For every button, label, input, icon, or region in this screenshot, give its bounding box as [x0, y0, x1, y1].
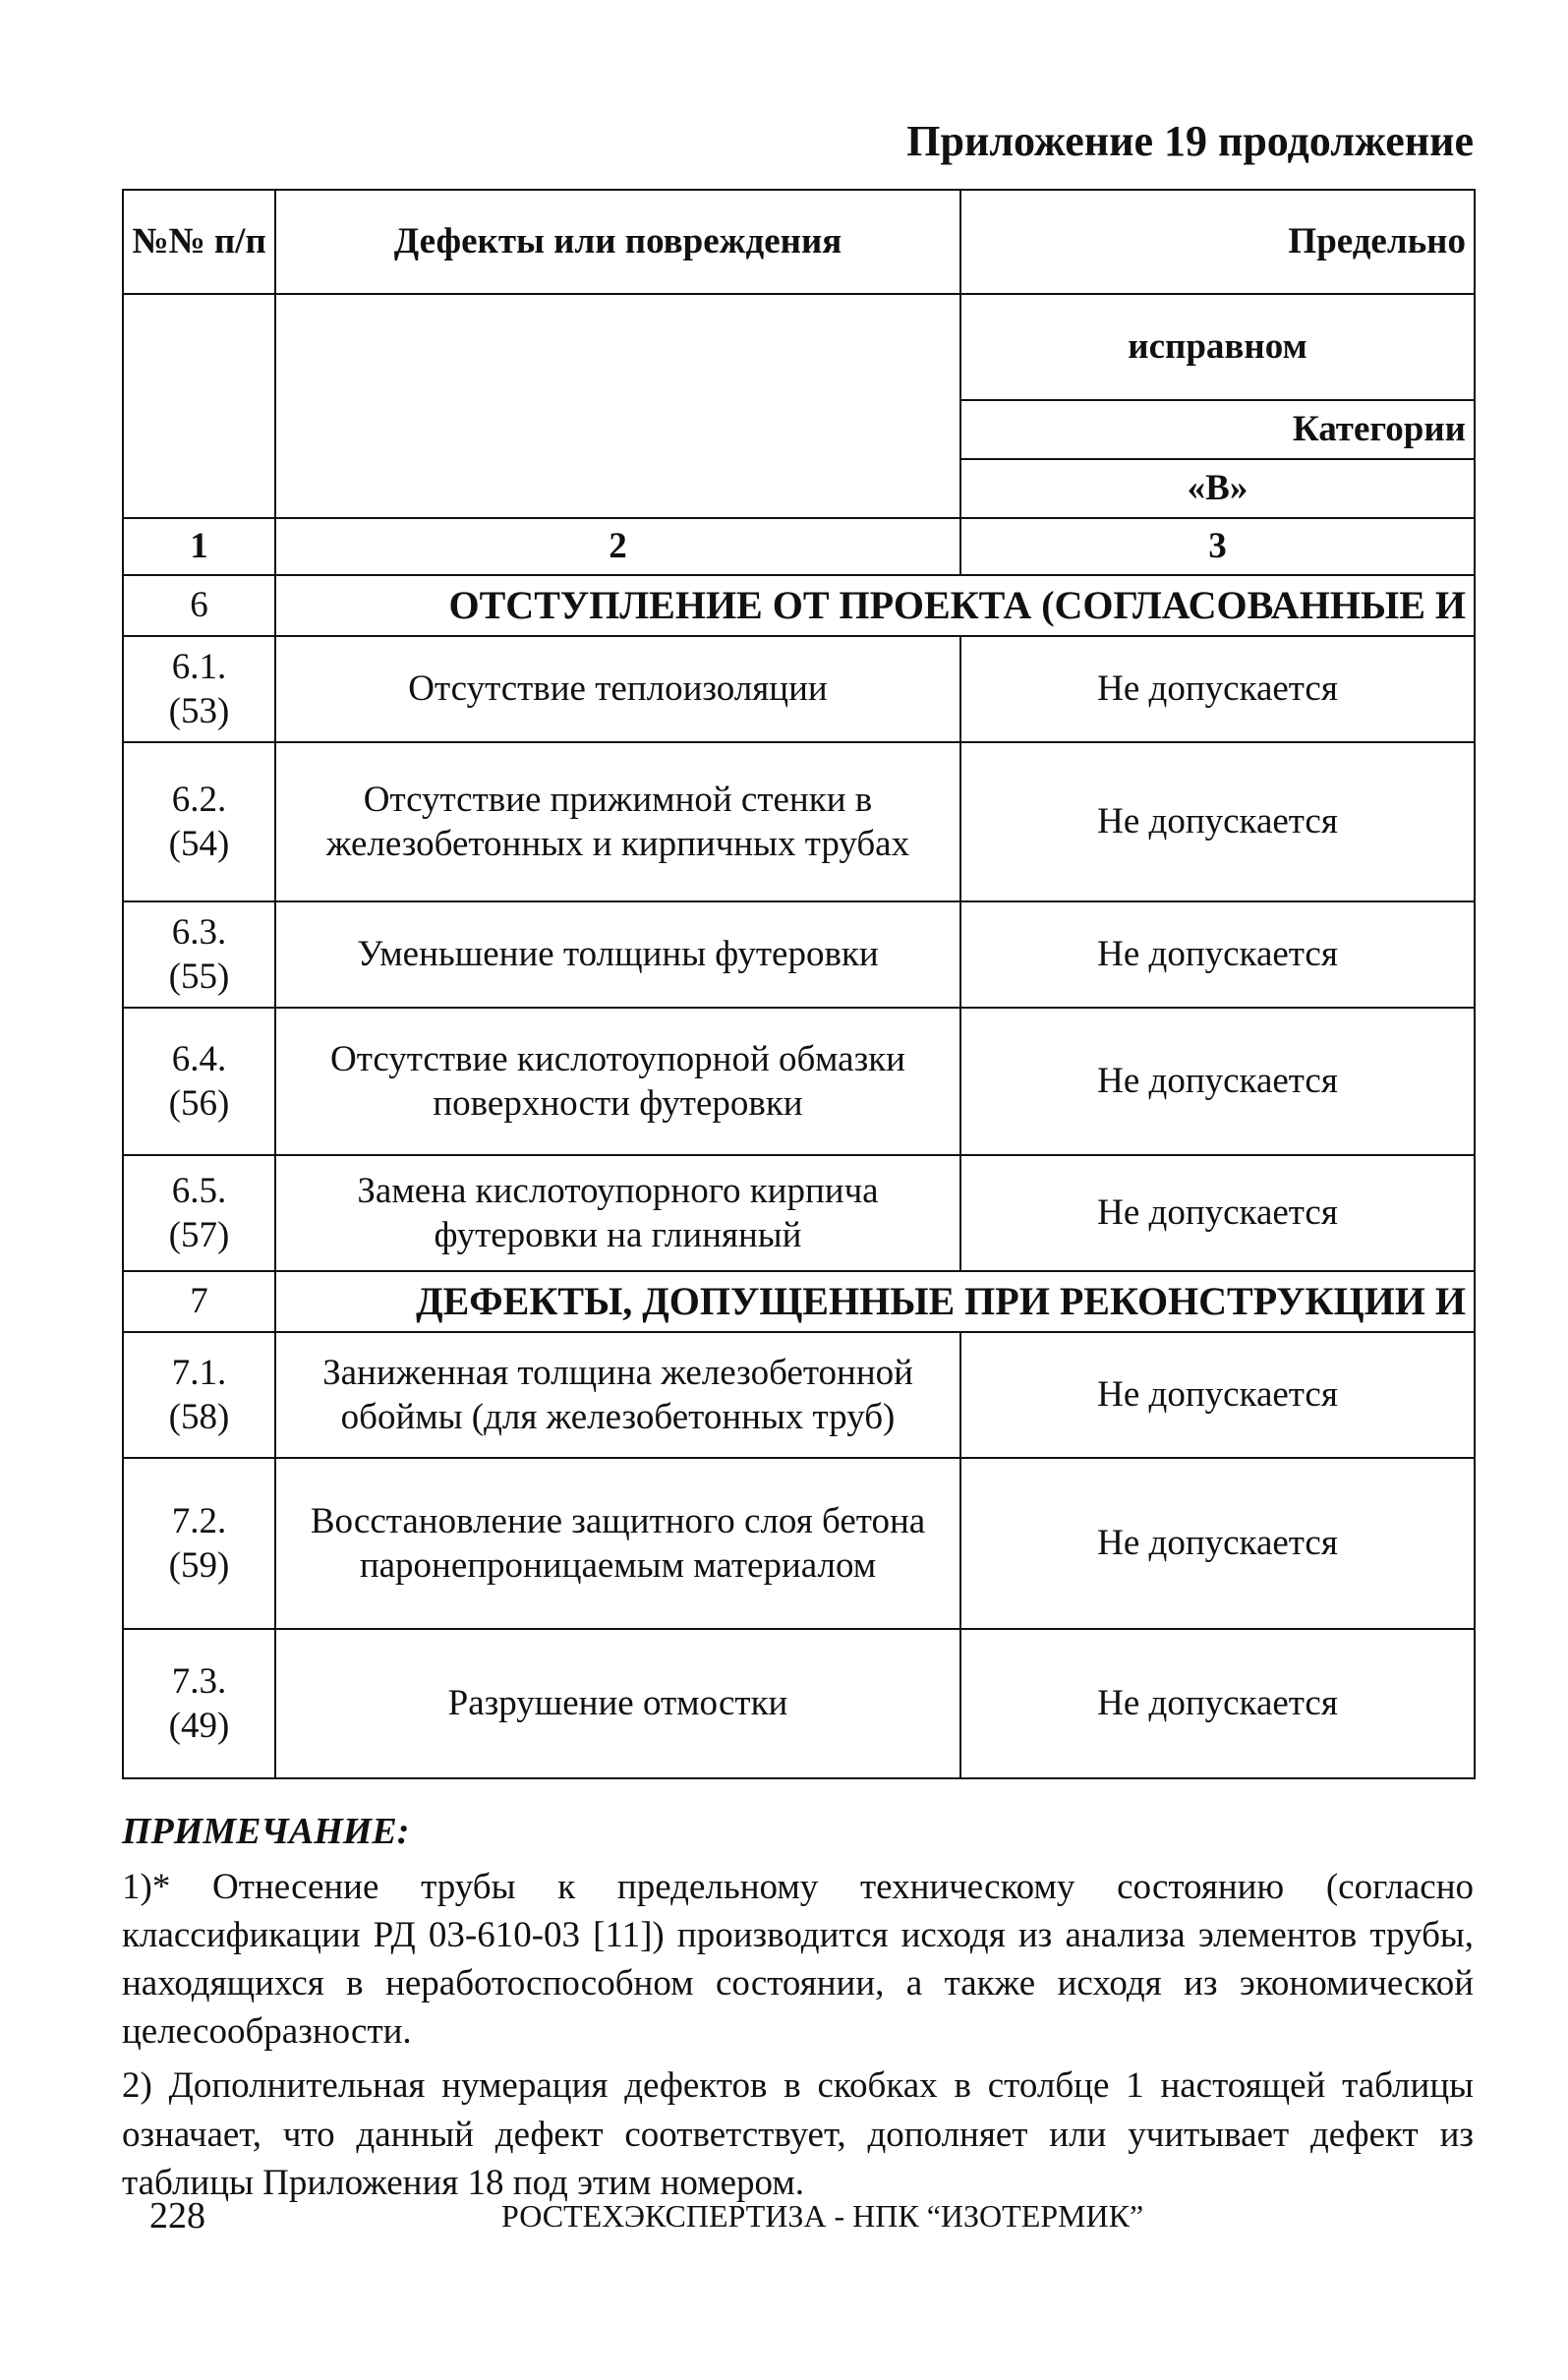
section-row — [123, 1271, 1475, 1332]
footer-publisher: РОСТЕХЭКСПЕРТИЗА - НПК “ИЗОТЕРМИК” — [501, 2198, 1144, 2234]
row-number — [123, 1155, 275, 1271]
column-numbers-row — [123, 518, 1475, 575]
row-value: Не допускается — [960, 901, 1475, 1008]
row-defect: Уменьшение толщины футеровки — [275, 901, 960, 1008]
header-row — [123, 190, 1475, 294]
row-value: Не допускается — [960, 1332, 1475, 1458]
row-num: 6.1. — [171, 646, 227, 687]
header-category-b: «В» — [960, 459, 1475, 518]
row-ref: (54) — [168, 824, 230, 864]
row-ref: (59) — [168, 1545, 230, 1586]
header-col-number: №№ п/п — [123, 190, 275, 294]
row-ref: (58) — [168, 1397, 230, 1437]
row-defect: Восстановление защитного слоя бетона паронепроницаемым материалом — [275, 1458, 960, 1629]
section-number: 7 — [123, 1271, 275, 1332]
row-ref: (55) — [168, 957, 230, 997]
row-defect: Замена кислотоупорного кирпича футеровки на глиняный — [275, 1155, 960, 1271]
row-value: Не допускается — [960, 1629, 1475, 1778]
table-row — [123, 636, 1475, 742]
row-value: Не допускается — [960, 1008, 1475, 1155]
section-row — [123, 575, 1475, 636]
column-number-1: 1 — [123, 518, 275, 575]
header-empty-cell-2 — [275, 294, 960, 518]
row-number — [123, 1008, 275, 1155]
table-row — [123, 1458, 1475, 1629]
table-row — [123, 1332, 1475, 1458]
header-state-label: исправном — [960, 294, 1475, 400]
defects-table — [122, 189, 1476, 1779]
row-ref: (57) — [168, 1215, 230, 1255]
table-row — [123, 1629, 1475, 1778]
row-defect: Отсутствие теплоизоляции — [275, 636, 960, 742]
row-defect: Разрушение отмостки — [275, 1629, 960, 1778]
row-number — [123, 1629, 275, 1778]
table-row — [123, 901, 1475, 1008]
row-num: 6.5. — [171, 1170, 227, 1211]
note-title: ПРИМЕЧАНИЕ: — [122, 1811, 410, 1852]
row-value: Не допускается — [960, 1458, 1475, 1629]
row-num: 7.1. — [171, 1352, 227, 1393]
column-number-2: 2 — [275, 518, 960, 575]
row-defect: Отсутствие прижимной стенки в железобетонных и кирпичных трубах — [275, 742, 960, 901]
row-value: Не допускается — [960, 1155, 1475, 1271]
row-num: 6.2. — [171, 779, 227, 820]
row-num: 7.3. — [171, 1660, 227, 1702]
row-defect: Отсутствие кислотоупорной обмазки поверхности футеровки — [275, 1008, 960, 1155]
row-ref: (53) — [168, 691, 230, 731]
row-value: Не допускается — [960, 742, 1475, 901]
header-row-2 — [123, 294, 1475, 400]
note-block — [122, 1807, 1474, 2213]
section-number: 6 — [123, 575, 275, 636]
row-number — [123, 636, 275, 742]
section-title: ДЕФЕКТЫ, ДОПУЩЕННЫЕ ПРИ РЕКОНСТРУКЦИИ И — [275, 1271, 1475, 1332]
note-paragraph-1: 1)* Отнесение трубы к предельному техническому состоянию (согласно классификации РД 03-610-03 [11]) производится исходя из анализа элементов трубы, находящихся в неработоспособном состоянии, а также исходя из экономической целесообразности. — [122, 1866, 1474, 2053]
header-category-label: Категории — [960, 400, 1475, 459]
row-ref: (49) — [168, 1706, 230, 1746]
page-number: 228 — [149, 2195, 205, 2236]
table-row — [123, 1155, 1475, 1271]
note-paragraph-2: 2) Дополнительная нумерация дефектов в скобках в столбце 1 настоящей таблицы означает, что данный дефект соответствует, дополняет или учитывает дефект из таблицы Приложения 18 под этим номером. — [122, 2065, 1474, 2203]
row-num: 6.3. — [171, 911, 227, 953]
table-row — [123, 742, 1475, 901]
header-col-defects: Дефекты или повреждения — [275, 190, 960, 294]
section-title: ОТСТУПЛЕНИЕ ОТ ПРОЕКТА (СОГЛАСОВАННЫЕ И — [275, 575, 1475, 636]
table-row — [123, 1008, 1475, 1155]
page-heading: Приложение 19 продолжение — [906, 117, 1474, 165]
row-value: Не допускается — [960, 636, 1475, 742]
row-number — [123, 901, 275, 1008]
header-empty-cell-1 — [123, 294, 275, 518]
row-num: 6.4. — [171, 1038, 227, 1079]
row-number — [123, 742, 275, 901]
header-col-limit: Предельно — [960, 190, 1475, 294]
column-number-3: 3 — [960, 518, 1475, 575]
row-num: 7.2. — [171, 1500, 227, 1541]
row-ref: (56) — [168, 1083, 230, 1124]
row-number — [123, 1458, 275, 1629]
row-number — [123, 1332, 275, 1458]
row-defect: Заниженная толщина железобетонной обоймы (для железобетонных труб) — [275, 1332, 960, 1458]
